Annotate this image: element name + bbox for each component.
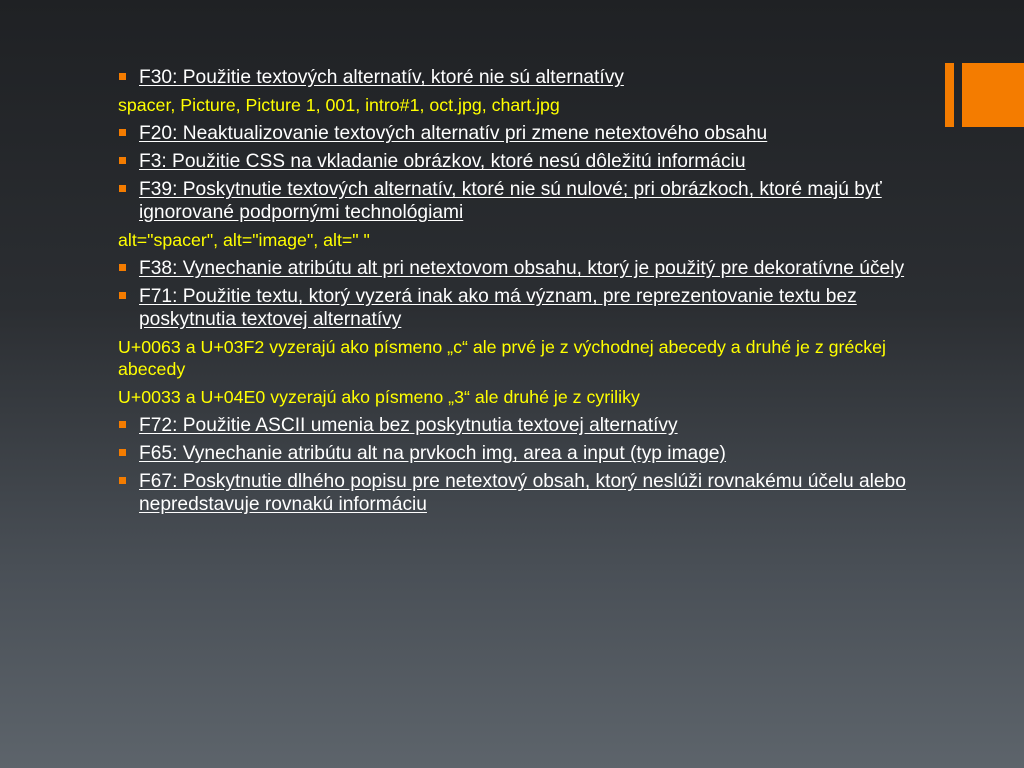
list-item-f67 — [118, 470, 918, 516]
bullet-list — [118, 66, 918, 521]
square-bullet-icon — [119, 185, 126, 192]
note-f30-examples: spacer, Picture, Picture 1, 001, intro#1, oct.jpg, chart.jpg — [118, 95, 560, 115]
note-f39-examples: alt="spacer", alt="image", alt=" " — [118, 230, 370, 250]
link-f39[interactable]: F39: Poskytnutie textových alternatív, ktoré nie sú nulové; pri obrázkoch, ktoré majú byť ignorované podpornými technológiami — [139, 179, 882, 223]
square-bullet-icon — [119, 129, 126, 136]
note-f71-example-c: U+0063 a U+03F2 vyzerajú ako písmeno „c“ ale prvé je z východnej abecedy a druhé je z gréckej abecedy — [118, 337, 886, 379]
list-item-f38 — [118, 257, 918, 280]
list-item-f39 — [118, 178, 918, 224]
list-item-f65 — [118, 442, 918, 465]
link-f71[interactable]: F71: Použitie textu, ktorý vyzerá inak ako má význam, pre reprezentovanie textu bez poskytnutia textovej alternatívy — [139, 286, 857, 330]
link-f20[interactable]: F20: Neaktualizovanie textových alternatív pri zmene netextového obsahu — [139, 123, 768, 144]
link-f3[interactable]: F3: Použitie CSS na vkladanie obrázkov, ktoré nesú dôležitú informáciu — [139, 151, 746, 172]
square-bullet-icon — [119, 421, 126, 428]
square-bullet-icon — [119, 449, 126, 456]
link-f38[interactable]: F38: Vynechanie atribútu alt pri netextovom obsahu, ktorý je použitý pre dekoratívne účely — [139, 258, 905, 279]
link-f65[interactable]: F65: Vynechanie atribútu alt na prvkoch img, area a input (typ image) — [139, 443, 726, 464]
square-bullet-icon — [119, 477, 126, 484]
link-f72[interactable]: F72: Použitie ASCII umenia bez poskytnutia textovej alternatívy — [139, 415, 678, 436]
list-item-f71 — [118, 285, 918, 331]
square-bullet-icon — [119, 73, 126, 80]
square-bullet-icon — [119, 157, 126, 164]
link-f67[interactable]: F67: Poskytnutie dlhého popisu pre netextový obsah, ktorý neslúži rovnakému účelu alebo nepredstavuje rovnakú informáciu — [139, 471, 906, 515]
list-item-f3 — [118, 150, 918, 173]
list-item-f30 — [118, 66, 918, 89]
square-bullet-icon — [119, 292, 126, 299]
square-bullet-icon — [119, 264, 126, 271]
accent-bar-thin — [945, 63, 954, 127]
accent-bar-thick — [962, 63, 1024, 127]
list-item-f20 — [118, 122, 918, 145]
note-f71-example-3: U+0033 a U+04E0 vyzerajú ako písmeno „3“ ale druhé je z cyriliky — [118, 387, 640, 407]
list-item-f72 — [118, 414, 918, 437]
link-f30[interactable]: F30: Použitie textových alternatív, ktoré nie sú alternatívy — [139, 67, 624, 88]
